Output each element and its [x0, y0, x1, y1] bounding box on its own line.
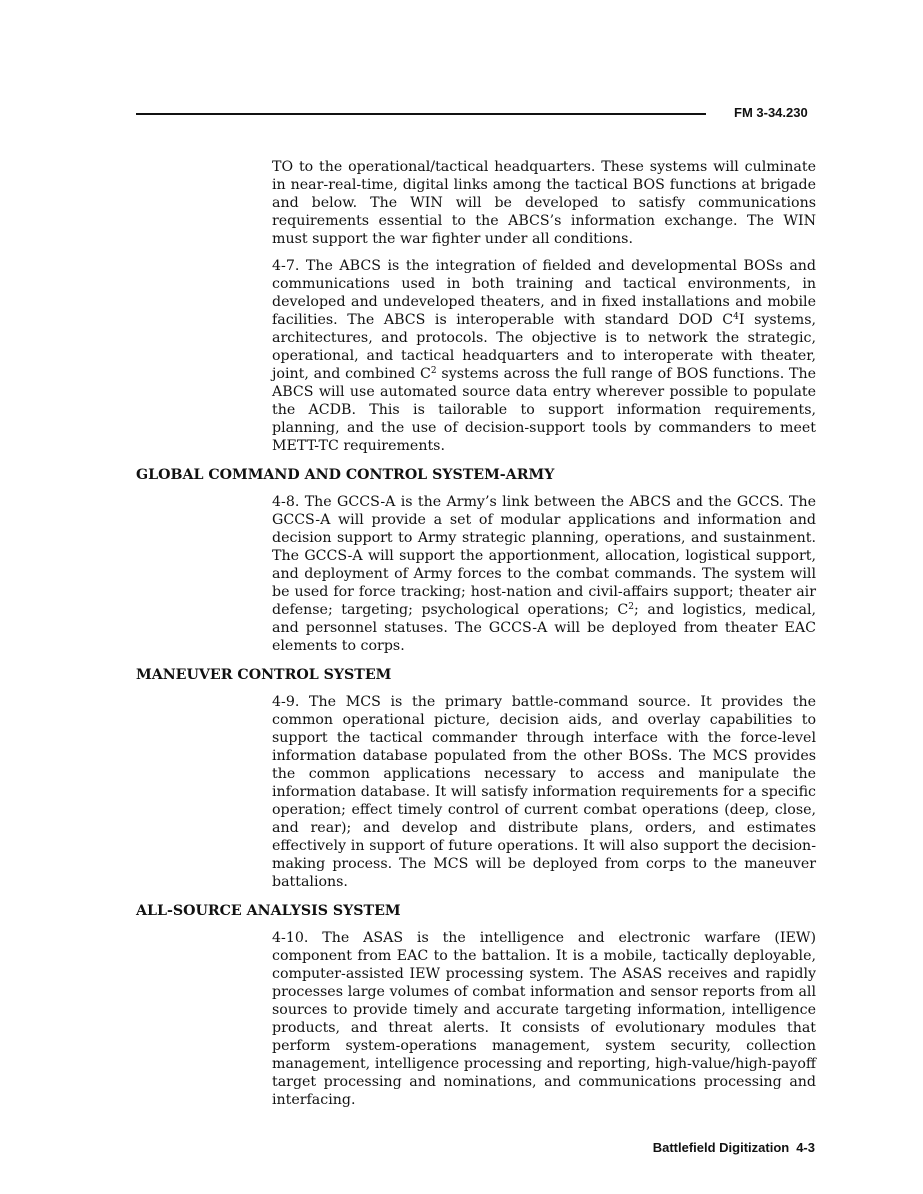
page-number: 4-3: [796, 1140, 815, 1155]
paragraph-4-10: 4-10. The ASAS is the intelligence and electronic warfare (IEW) component from EAC to the battalion. It is a mobile, tactically deployable, computer-assisted IEW processing system. The ASAS receives and rapidly processes large volumes of combat information and sensor reports from all sources to provide timely and accurate targeting information, intelligence products, and threat alerts. It consists of evolutionary modules that perform system-operations management, system security, collection management, intelligence processing and reporting, high-value/high-payoff target processing and nominations, and communications processing and interfacing.: [272, 930, 816, 1108]
superscript-2: 2: [628, 602, 635, 612]
header-rule: [136, 113, 706, 115]
section-heading-gccs-a: GLOBAL COMMAND AND CONTROL SYSTEM-ARMY: [136, 467, 555, 483]
page-body: [136, 158, 816, 1109]
paragraph-4-8-part-b: ; and logistics, medical, and personnel statuses. The GCCS-A will be deployed from theater EAC elements to corps.: [272, 602, 816, 654]
document-code: FM 3-34.230: [734, 105, 808, 120]
paragraph-4-7: [272, 257, 816, 455]
footer-section-title: Battlefield Digitization: [652, 1140, 790, 1155]
paragraph-4-8: [272, 493, 816, 655]
paragraph-4-8-part-a: 4-8. The GCCS-A is the Army’s link between the ABCS and the GCCS. The GCCS-A will provide a set of modular applications and information and decision support to Army strategic planning, operations, and sustainment. The GCCS-A will support the apportionment, allocation, logistical support, and deployment of Army forces to the combat commands. The system will be used for force tracking; host-nation and civil-affairs support; theater air defense; targeting; psychological operations; C: [272, 494, 816, 618]
paragraph-4-7-part-a: 4-7. The ABCS is the integration of fielded and developmental BOSs and communications used in both training and tactical environments, in developed and undeveloped theaters, and in fixed installations and mobile facilities. The ABCS is interoperable with standard DOD C: [272, 258, 816, 328]
paragraph-4-7-part-b: I systems, architectures, and protocols. The objective is to network the strategic, operational, and tactical headquarters and to interoperate with theater, joint, and combined C: [272, 312, 816, 382]
superscript-2: 2: [430, 366, 437, 376]
page-footer: [653, 1140, 815, 1155]
paragraph-4-9: 4-9. The MCS is the primary battle-command source. It provides the common operational picture, decision aids, and overlay capabilities to support the tactical commander through interface with the force-level information database populated from the other BOSs. The MCS provides the common applications necessary to access and manipulate the information database. It will satisfy information requirements for a specific operation; effect timely control of current combat operations (deep, close, and rear); and develop and distribute plans, orders, and estimates effectively in support of future operations. It will also support the decision-making process. The MCS will be deployed from corps to the maneuver battalions.: [272, 694, 816, 890]
section-heading-mcs: MANEUVER CONTROL SYSTEM: [136, 667, 392, 683]
paragraph-continued: TO to the operational/tactical headquarters. These systems will culminate in near-real-time, digital links among the tactical BOS functions at brigade and below. The WIN will be developed to satisfy communications requirements essential to the ABCS’s information exchange. The WIN must support the war fighter under all conditions.: [272, 159, 816, 247]
paragraph-4-7-part-c: systems across the full range of BOS functions. The ABCS will use automated source data entry wherever possible to populate the ACDB. This is tailorable to support information requirements, planning, and the use of decision-support tools by commanders to meet METT-TC requirements.: [272, 366, 816, 454]
section-heading-asas: ALL-SOURCE ANALYSIS SYSTEM: [136, 903, 401, 919]
superscript-4: 4: [733, 312, 739, 322]
